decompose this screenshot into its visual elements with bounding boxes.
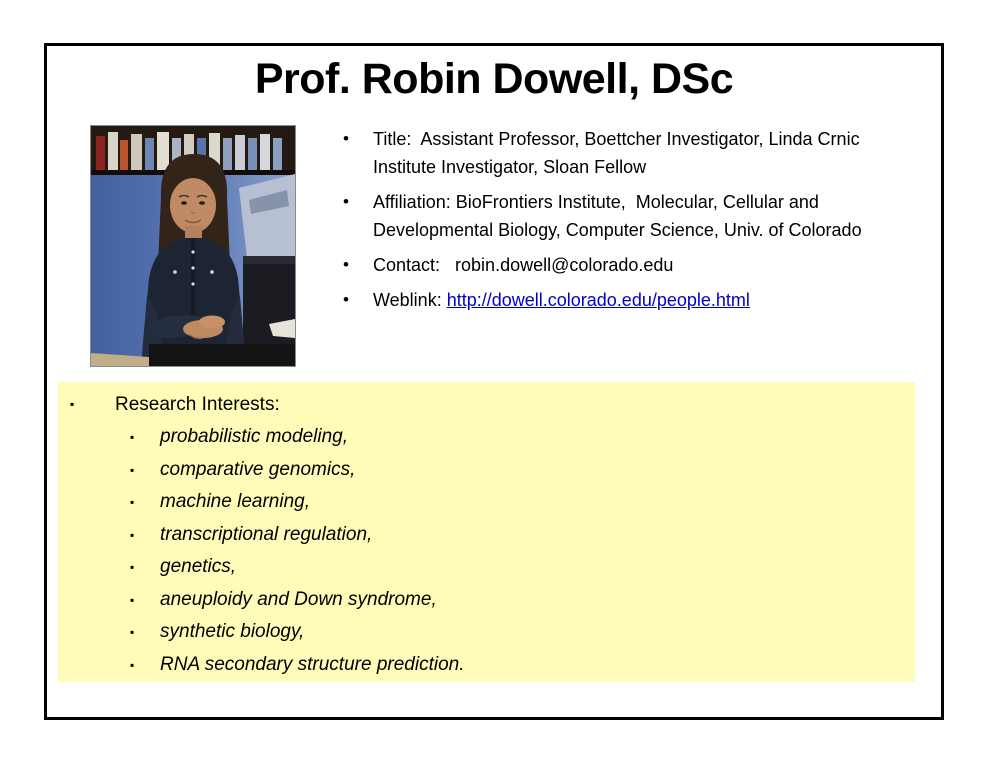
research-item-text: aneuploidy and Down syndrome,: [160, 588, 437, 610]
dot-bullet-icon: •: [343, 129, 349, 148]
research-item-text: comparative genomics,: [160, 458, 356, 480]
weblink-anchor[interactable]: http://dowell.colorado.edu/people.html: [446, 290, 750, 310]
bio-item-weblink-text: [373, 286, 901, 314]
research-item-text: genetics,: [160, 556, 237, 577]
research-item: [58, 584, 915, 617]
research-item-text: machine learning,: [160, 491, 310, 512]
professor-photo: [91, 126, 295, 366]
research-item-text: RNA secondary structure prediction.: [160, 653, 465, 675]
research-item: [58, 519, 915, 552]
research-item-text: probabilistic modeling,: [160, 426, 348, 447]
bio-item-weblink: [343, 286, 901, 314]
research-item: [58, 616, 915, 649]
bio-item-contact-text: Contact: robin.dowell@colorado.edu: [373, 255, 674, 275]
research-item-text: transcriptional regulation,: [160, 523, 373, 545]
bio-bullet-list: [343, 125, 901, 321]
research-item: [58, 551, 915, 584]
bio-item-title: [343, 125, 901, 181]
bio-item-affiliation: [343, 188, 901, 244]
square-bullet-icon: ▪: [130, 625, 135, 639]
bio-item-affiliation-text: Affiliation: BioFrontiers Institute, Molecular, Cellular and Developmental Biology, Computer Science, Univ. of Colorado: [373, 192, 862, 240]
square-bullet-icon: ▪: [130, 495, 135, 509]
research-interests-box: [58, 382, 915, 682]
dot-bullet-icon: •: [343, 290, 349, 309]
square-bullet-icon: ▪: [130, 527, 135, 542]
dot-bullet-icon: •: [343, 192, 349, 211]
research-item-text: synthetic biology,: [160, 621, 305, 642]
research-heading: Research Interests:: [115, 394, 280, 415]
research-heading-row: [58, 388, 915, 421]
research-item: [58, 486, 915, 519]
bio-item-contact: [343, 251, 901, 279]
research-item: [58, 421, 915, 454]
square-bullet-icon: ▪: [70, 397, 75, 411]
slide: [44, 43, 944, 720]
bio-item-title-text: Title: Assistant Professor, Boettcher Investigator, Linda Crnic Institute Investigator, Sloan Fellow: [373, 129, 865, 177]
square-bullet-icon: ▪: [130, 430, 135, 444]
research-items-list: [58, 421, 915, 681]
square-bullet-icon: ▪: [130, 657, 135, 672]
weblink-label: Weblink:: [373, 290, 447, 310]
square-bullet-icon: ▪: [130, 560, 135, 574]
page-title: Prof. Robin Dowell, DSc: [254, 55, 734, 103]
research-item: [58, 649, 915, 682]
square-bullet-icon: ▪: [130, 592, 135, 607]
research-item: [58, 454, 915, 487]
square-bullet-icon: ▪: [130, 462, 135, 477]
dot-bullet-icon: •: [343, 255, 349, 274]
professor-photo-illustration: [91, 126, 295, 366]
